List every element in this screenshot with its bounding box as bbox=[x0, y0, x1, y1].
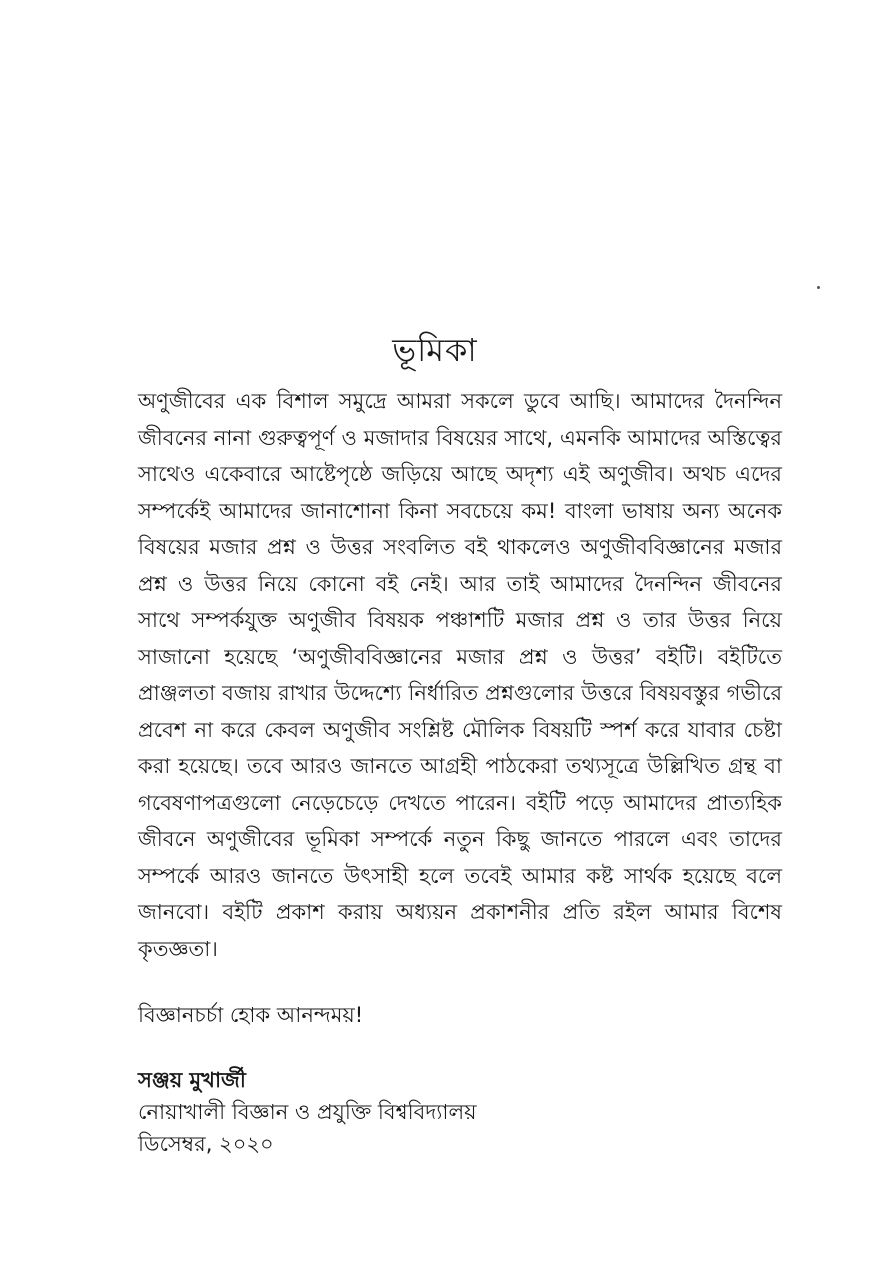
closing-line: বিজ্ঞানচর্চা হোক আনন্দময়! bbox=[138, 1003, 364, 1027]
signature-block bbox=[138, 1064, 477, 1160]
scan-speck bbox=[817, 286, 820, 289]
preface-paragraph: অণুজীবের এক বিশাল সমুদ্রে আমরা সকলে ডুবে আছি। আমাদের দৈনন্দিন জীবনের নানা গুরুত্বপূর্ণ ও মজাদার বিষয়ের সাথে, এমনকি আমাদের অস্তিত্বের সাথেও একেবারে আষ্টেপৃষ্ঠে জড়িয়ে আছে অদৃশ্য এই অণুজীব। অথচ এদের সম্পর্কেই আমাদের জানাশোনা কিনা সবচেয়ে কম! বাংলা ভাষায় অন্য অনেক বিষয়ের মজার প্রশ্ন ও উত্তর সংবলিত বই থাকলেও অণুজীববিজ্ঞানের মজার প্রশ্ন ও উত্তর নিয়ে কোনো বই নেই। আর তাই আমাদের দৈনন্দিন জীবনের সাথে সম্পর্কযুক্ত অণুজীব বিষয়ক পঞ্চাশটি মজার প্রশ্ন ও তার উত্তর নিয়ে সাজানো হয়েছে ‘অণুজীববিজ্ঞানের মজার প্রশ্ন ও উত্তর’ বইটি। বইটিতে প্রাঞ্জলতা বজায় রাখার উদ্দেশ্যে নির্ধারিত প্রশ্নগুলোর উত্তরে বিষয়বস্তুর গভীরে প্রবেশ না করে কেবল অণুজীব সংশ্লিষ্ট মৌলিক বিষয়টি স্পর্শ করে যাবার চেষ্টা করা হয়েছে। তবে আরও জানতে আগ্রহী পাঠকেরা তথ্যসূত্রে উল্লিখিত গ্রন্থ বা গবেষণাপত্রগুলো নেড়েচেড়ে দেখতে পারেন। বইটি পড়ে আমাদের প্রাত্যহিক জীবনে অণুজীবের ভূমিকা সম্পর্কে নতুন কিছু জানতে পারলে এবং তাদের সম্পর্কে আরও জানতে উৎসাহী হলে তবেই আমার কষ্ট সার্থক হয়েছে বলে জানবো। বইটি প্রকাশ করায় অধ্যয়ন প্রকাশনীর প্রতি রইল আমার বিশেষ কৃতজ্ঞতা। bbox=[138, 389, 782, 961]
author-affiliation: নোয়াখালী বিজ্ঞান ও প্রযুক্তি বিশ্ববিদ্যালয় bbox=[138, 1100, 477, 1124]
author-name: সঞ্জয় মুখার্জী bbox=[138, 1068, 246, 1092]
signature-date: ডিসেম্বর, ২০২০ bbox=[138, 1132, 274, 1156]
page-title: ভূমিকা bbox=[392, 331, 478, 369]
